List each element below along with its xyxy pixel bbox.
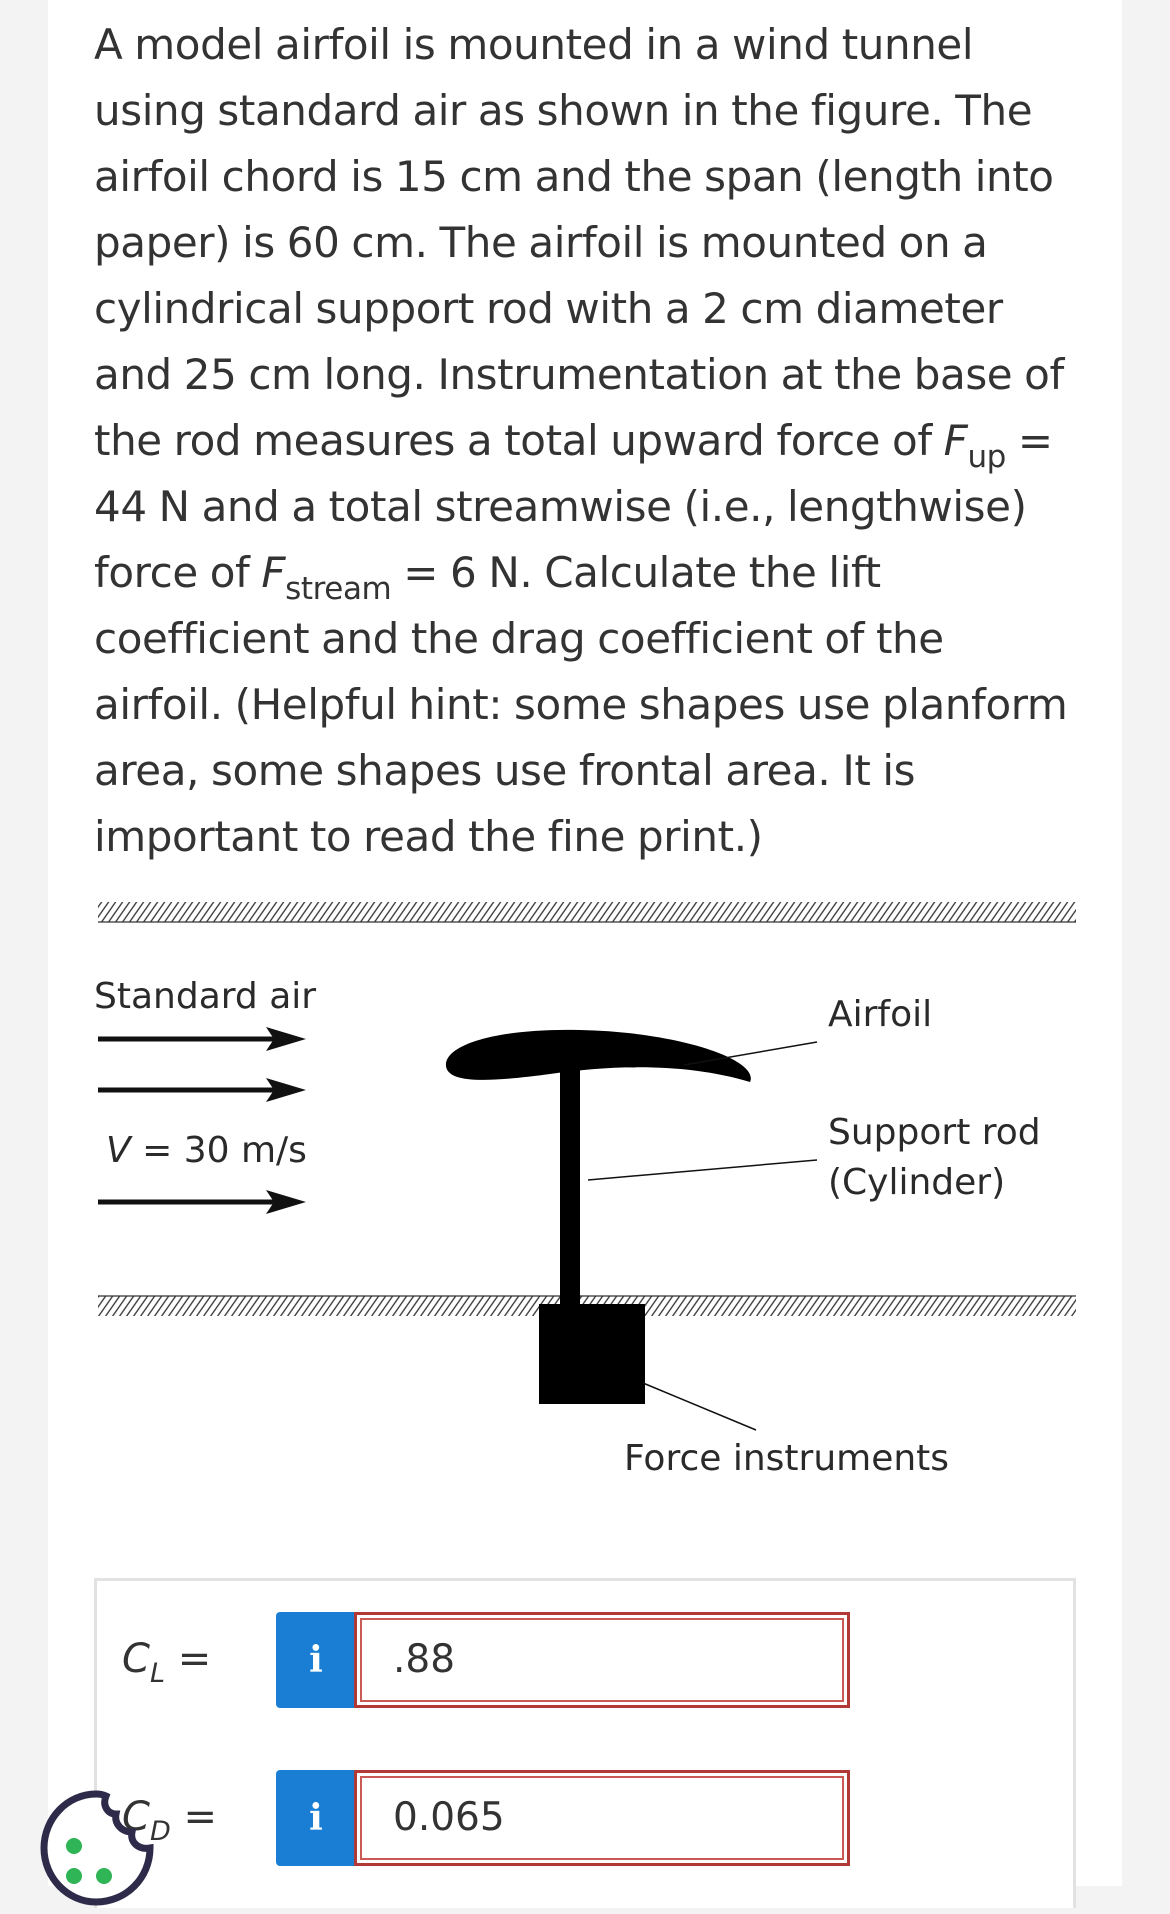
cookie-icon (34, 1786, 158, 1910)
support-rod-label: Support rod (828, 1112, 1041, 1153)
info-icon: i (309, 1797, 323, 1839)
cd-answer-input[interactable]: 0.065 (354, 1770, 850, 1866)
cl-symbol: C (122, 1636, 150, 1682)
cookie-settings-button[interactable] (34, 1786, 158, 1910)
question-part1: A model airfoil is mounted in a wind tunnel using standard air as shown in the figure. The airfoil chord is 15 cm and the span (length into paper) is 60 cm. The airfoil is mounted on a cylindrical support rod with a 2 cm diameter and 25 cm long. Instrumentation at the base of the rod measures a total upward force of (94, 20, 1064, 465)
question-text (94, 12, 1084, 870)
fup-symbol: F (943, 416, 968, 465)
cd-equals: = (170, 1794, 217, 1840)
fup-subscript: up (967, 439, 1006, 475)
velocity-value: = 30 m/s (130, 1130, 307, 1171)
airfoil-label: Airfoil (828, 994, 933, 1035)
standard-air-label: Standard air (94, 976, 317, 1017)
question-part3: = 6 N. Calculate the lift coefficient and the drag coefficient of the airfoil. (Helpful hint: some shapes use planform area, some shapes use frontal area. It is important to read the fine print.) (94, 548, 1068, 861)
velocity-label (106, 1130, 307, 1172)
wind-tunnel-figure (80, 890, 1090, 1500)
cylinder-label: (Cylinder) (828, 1162, 1006, 1203)
flow-arrows (98, 1027, 306, 1214)
cl-label (122, 1636, 212, 1689)
question-part2: = 44 N and a total streamwise (i.e., lengthwise) force of (94, 416, 1053, 597)
tunnel-top-wall (98, 902, 1076, 922)
airfoil-shape (446, 1030, 751, 1082)
cl-subscript: L (149, 1658, 165, 1689)
cl-answer-input[interactable]: .88 (354, 1612, 850, 1708)
velocity-symbol: V (106, 1130, 131, 1171)
cl-equals: = (164, 1636, 212, 1682)
fstream-symbol: F (261, 548, 286, 597)
force-instruments-label: Force instruments (624, 1438, 950, 1479)
force-instrument-block (539, 1304, 645, 1404)
fstream-subscript: stream (285, 571, 392, 607)
cd-symbol: C (122, 1794, 150, 1840)
cd-subscript: D (149, 1816, 171, 1847)
support-rod (560, 1070, 580, 1310)
cl-info-button[interactable] (276, 1612, 356, 1708)
cd-info-button[interactable] (276, 1770, 356, 1866)
info-icon: i (309, 1639, 323, 1681)
